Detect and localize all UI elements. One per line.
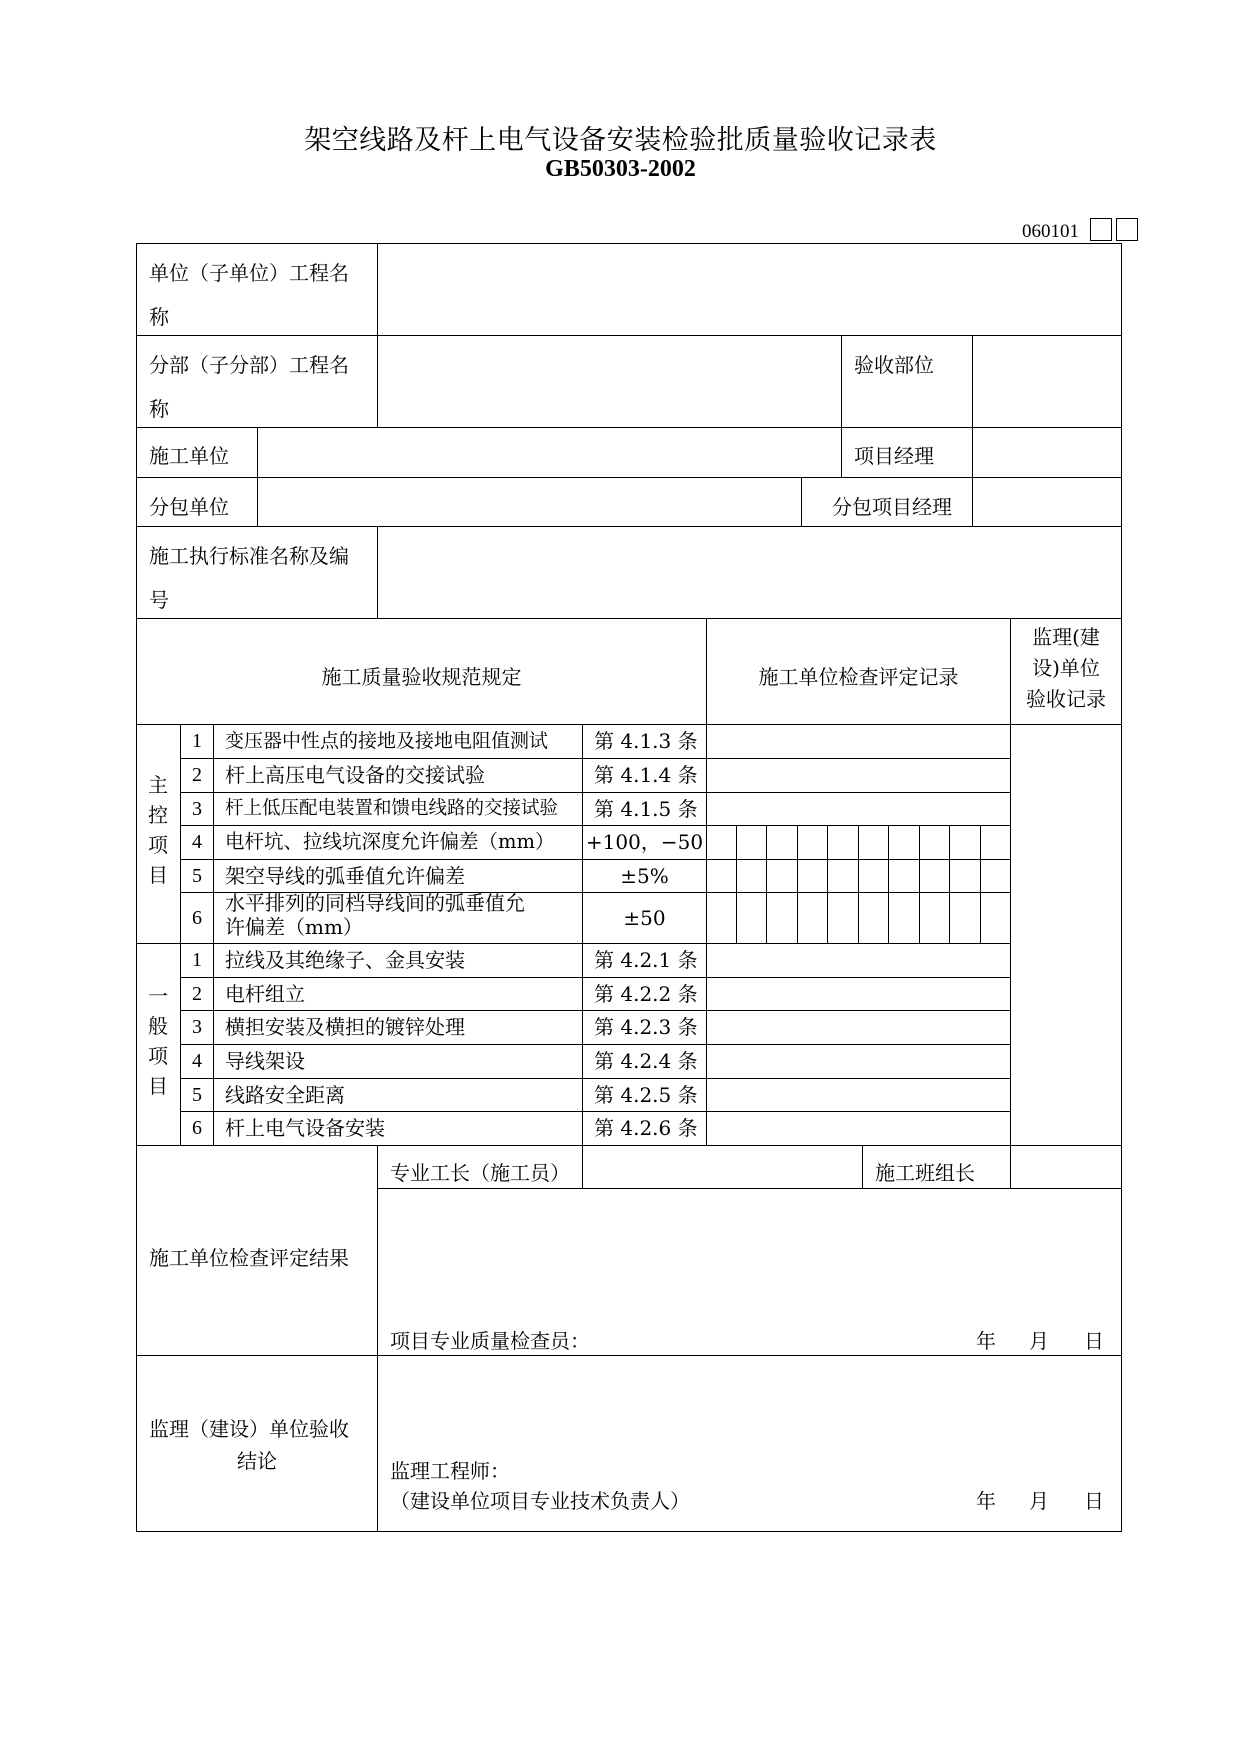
foreman-label: 专业工长（施工员） <box>390 1161 570 1185</box>
clause: 第 4.2.1 条 <box>594 948 698 972</box>
conclusion-month: 月 <box>1029 1489 1049 1513</box>
item-text: 水平排列的同档导线间的弧垂值允 <box>225 891 525 915</box>
owner-rep-label: （建设单位项目专业技术负责人） <box>390 1489 690 1513</box>
sub-project-name-label-cont: 称 <box>149 397 169 421</box>
page-title: 架空线路及杆上电气设备安装检验批质量验收记录表 <box>304 125 937 156</box>
item-text: 横担安装及横担的镀锌处理 <box>225 1015 465 1039</box>
construction-unit-value[interactable] <box>258 428 841 477</box>
clause: ±5% <box>620 864 669 888</box>
result-month: 月 <box>1029 1329 1049 1353</box>
clause: 第 4.1.3 条 <box>594 729 698 753</box>
project-manager-label: 项目经理 <box>854 444 934 468</box>
item-text: 导线架设 <box>225 1049 305 1073</box>
conclusion-day: 日 <box>1084 1489 1104 1513</box>
item-text: 杆上电气设备安装 <box>225 1116 385 1140</box>
item-text: 变压器中性点的接地及接地电阻值测试 <box>225 730 549 752</box>
supervisor-header-l2: 设)单位 <box>1032 656 1100 680</box>
standard-code: GB50303-2002 <box>545 156 696 182</box>
project-manager-value[interactable] <box>973 428 1121 477</box>
conclusion-label: 监理（建设）单位验收 <box>149 1417 349 1441</box>
unit-project-name-value[interactable] <box>378 244 1121 335</box>
clause: 第 4.1.4 条 <box>594 763 698 787</box>
supervisor-header-l1: 监理(建 <box>1032 625 1100 649</box>
subcontract-manager-label: 分包项目经理 <box>832 495 952 519</box>
acceptance-part-value[interactable] <box>973 336 1121 427</box>
item-text: 杆上低压配电装置和馈电线路的交接试验 <box>225 798 559 819</box>
general-items-group-label: 一 般 项 目 <box>148 984 168 1098</box>
item-text: 电杆坑、拉线坑深度允许偏差（mm） <box>225 830 555 853</box>
engineer-label: 监理工程师： <box>390 1459 510 1483</box>
team-leader-value[interactable] <box>1011 1146 1121 1188</box>
subcontract-unit-label: 分包单位 <box>149 495 229 519</box>
item-text: 电杆组立 <box>225 982 305 1006</box>
subcontract-manager-value[interactable] <box>973 478 1121 526</box>
standard-name-value[interactable] <box>378 527 1121 618</box>
main-items-group-label: 主 控 项 目 <box>148 773 168 887</box>
clause: 第 4.1.5 条 <box>594 797 698 821</box>
clause: 第 4.2.6 条 <box>594 1116 698 1140</box>
standard-name-label-cont: 号 <box>149 588 169 612</box>
conclusion-value[interactable] <box>378 1356 1121 1456</box>
construction-unit-label: 施工单位 <box>149 444 229 468</box>
sub-project-name-value[interactable] <box>378 336 841 427</box>
inspector-label: 项目专业质量检查员： <box>390 1329 590 1353</box>
result-value[interactable] <box>378 1189 1121 1319</box>
subcontract-unit-value[interactable] <box>258 478 801 526</box>
clause: +100，−50 <box>585 830 704 854</box>
result-day: 日 <box>1084 1329 1104 1353</box>
clause: ±50 <box>623 906 666 930</box>
item-text: 拉线及其绝缘子、金具安装 <box>225 948 465 972</box>
unit-project-name-label: 单位（子单位）工程名 <box>149 261 349 285</box>
conclusion-label-cont: 结论 <box>237 1449 277 1473</box>
check-record-header: 施工单位检查评定记录 <box>758 665 959 689</box>
result-label: 施工单位检查评定结果 <box>149 1246 349 1270</box>
conclusion-year: 年 <box>976 1489 996 1513</box>
clause: 第 4.2.4 条 <box>594 1049 698 1073</box>
clause: 第 4.2.2 条 <box>594 982 698 1006</box>
item-text: 杆上高压电气设备的交接试验 <box>225 763 485 787</box>
standard-name-label: 施工执行标准名称及编 <box>149 544 349 568</box>
supervisor-header-l3: 验收记录 <box>1026 687 1106 711</box>
clause: 第 4.2.3 条 <box>594 1015 698 1039</box>
sub-project-name-label: 分部（子分部）工程名 <box>149 353 349 377</box>
unit-project-name-label-cont: 称 <box>149 305 169 329</box>
clause: 第 4.2.5 条 <box>594 1083 698 1107</box>
spec-header: 施工质量验收规范规定 <box>321 665 522 689</box>
form-code-box-2[interactable] <box>1116 218 1138 241</box>
team-leader-label: 施工班组长 <box>875 1161 975 1185</box>
acceptance-part-label: 验收部位 <box>854 353 934 377</box>
item-text: 架空导线的弧垂值允许偏差 <box>225 864 465 888</box>
form-code-box-1[interactable] <box>1090 218 1112 241</box>
foreman-value[interactable] <box>583 1146 862 1188</box>
item-text: 线路安全距离 <box>225 1083 345 1107</box>
result-year: 年 <box>976 1329 996 1353</box>
form-code: 060101 <box>1022 221 1079 242</box>
item-text-cont: 许偏差（mm） <box>225 915 363 939</box>
